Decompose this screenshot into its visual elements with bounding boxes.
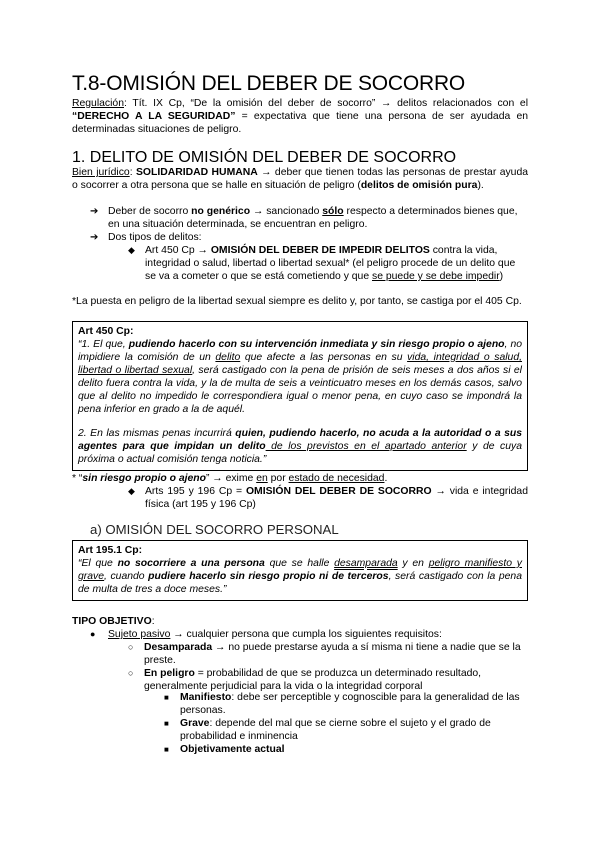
bien-juridico-paragraph: Bien jurídico: SOLIDARIDAD HUMANA → deber que tienen todas las personas de prestar ayuda o socorrer a otra persona que se halle en situación de peligro (delitos de omisión pura). [72, 167, 529, 191]
square-bullet-icon: ■ [164, 719, 169, 728]
right-arrow-icon: ➔ [90, 206, 99, 217]
list-item-desamparada: Desamparada → no puede prestarse ayuda a sí misma ni tiene a nadie que se la preste. [144, 642, 521, 666]
circle-bullet-icon: ○ [128, 668, 134, 678]
list-item-grave: Grave: depende del mal que se cierne sobre el sujeto y el grado de probabilidad e inminencia [180, 718, 491, 742]
box-title: Art 195.1 Cp: [78, 545, 143, 556]
list-item-en-peligro: En peligro = probabilidad de que se produzca un determinado resultado, generalmente perjudicial para la vida o la integridad corporal [144, 668, 482, 692]
list-item-objetivamente-actual: Objetivamente actual [180, 744, 285, 755]
tipo-objetivo-heading: TIPO OBJETIVO: [72, 616, 155, 627]
quote-box-art-195 [72, 540, 528, 601]
right-arrow-icon: ➔ [90, 232, 99, 243]
art-195-paragraph: “El que no socorriere a una persona que se halle desamparada y en peligro manifiesto y grave, cuando pudiere hacerlo sin riesgo propio ni de terceros, será castigado con la pena de multa de tres a doce meses.” [78, 558, 522, 595]
list-item-sujeto-pasivo: Sujeto pasivo → cualquier persona que cumpla los siguientes requisitos: [108, 629, 442, 640]
list-item-art-450: Art 450 Cp → OMISIÓN DEL DEBER DE IMPEDIR DELITOS contra la vida, integridad o salud, libertad o libertad sexual* (el peligro procede de un delito que se va a cometer o que se está cometiendo y que se puede y se debe impedir) [145, 245, 516, 282]
list-item-deber-socorro: Deber de socorro no genérico → sancionado sólo respecto a determinados bienes que, en una situación determinada, se encuentran en peligro. [108, 206, 518, 230]
art-450-paragraph-1: “1. El que, pudiendo hacerlo con su intervención inmediata y sin riesgo propio o ajeno, no impidiere la comisión de un delito que afecte a las personas en su vida, integridad o salud, libertad o libertad sexual, será castigado con la pena de prisión de seis meses a dos años si el delito fuera contra la vida, y la de multa de seis a veinticuatro meses en los demás casos, salvo que al delito no impedido le correspondiera igual o menor pena, en cuyo caso se impondrá la pena inferior en grado a la de aquél. [78, 339, 523, 415]
square-bullet-icon: ■ [164, 693, 169, 702]
disc-bullet-icon: ● [90, 629, 96, 639]
regulacion-paragraph: Regulación: Tít. IX Cp, “De la omisión del deber de socorro” → delitos relacionados con el “DERECHO A LA SEGURIDAD” = expectativa que tiene una persona de ser ayudada en determinadas situaciones de peligro. [72, 98, 529, 135]
square-bullet-icon: ■ [164, 745, 169, 754]
box-title: Art 450 Cp: [78, 326, 134, 337]
diamond-bullet-icon: ◆ [128, 245, 135, 255]
list-item-dos-tipos: Dos tipos de delitos: [108, 232, 202, 243]
list-item-arts-195-196: Arts 195 y 196 Cp = OMISIÓN DEL DEBER DE SOCORRO → vida e integridad física (art 195 y 196 Cp) [145, 486, 528, 510]
page-title: T.8-OMISIÓN DEL DEBER DE SOCORRO [72, 72, 466, 95]
section-1-heading: 1. DELITO DE OMISIÓN DEL DEBER DE SOCORRO [72, 149, 457, 166]
footnote-libertad-sexual: *La puesta en peligro de la libertad sexual siempre es delito y, por tanto, se castiga por el 405 Cp. [72, 296, 522, 307]
note-sin-riesgo: * “sin riesgo propio o ajeno” → exime en por estado de necesidad. [72, 473, 388, 484]
list-item-manifiesto: Manifiesto: debe ser perceptible y cognoscible para la generalidad de las personas. [180, 692, 520, 716]
diamond-bullet-icon: ◆ [128, 486, 135, 496]
art-450-paragraph-2: 2. En las mismas penas incurrirá quien, pudiendo hacerlo, no acuda a la autoridad o a sus agentes para que impidan un delito de los previstos en el apartado anterior y de cuya próxima o actual comisión tenga noticia.” [78, 428, 522, 465]
quote-box-art-450 [72, 321, 528, 471]
circle-bullet-icon: ○ [128, 642, 134, 652]
subsection-a-heading: a) OMISIÓN DEL SOCORRO PERSONAL [90, 522, 339, 537]
